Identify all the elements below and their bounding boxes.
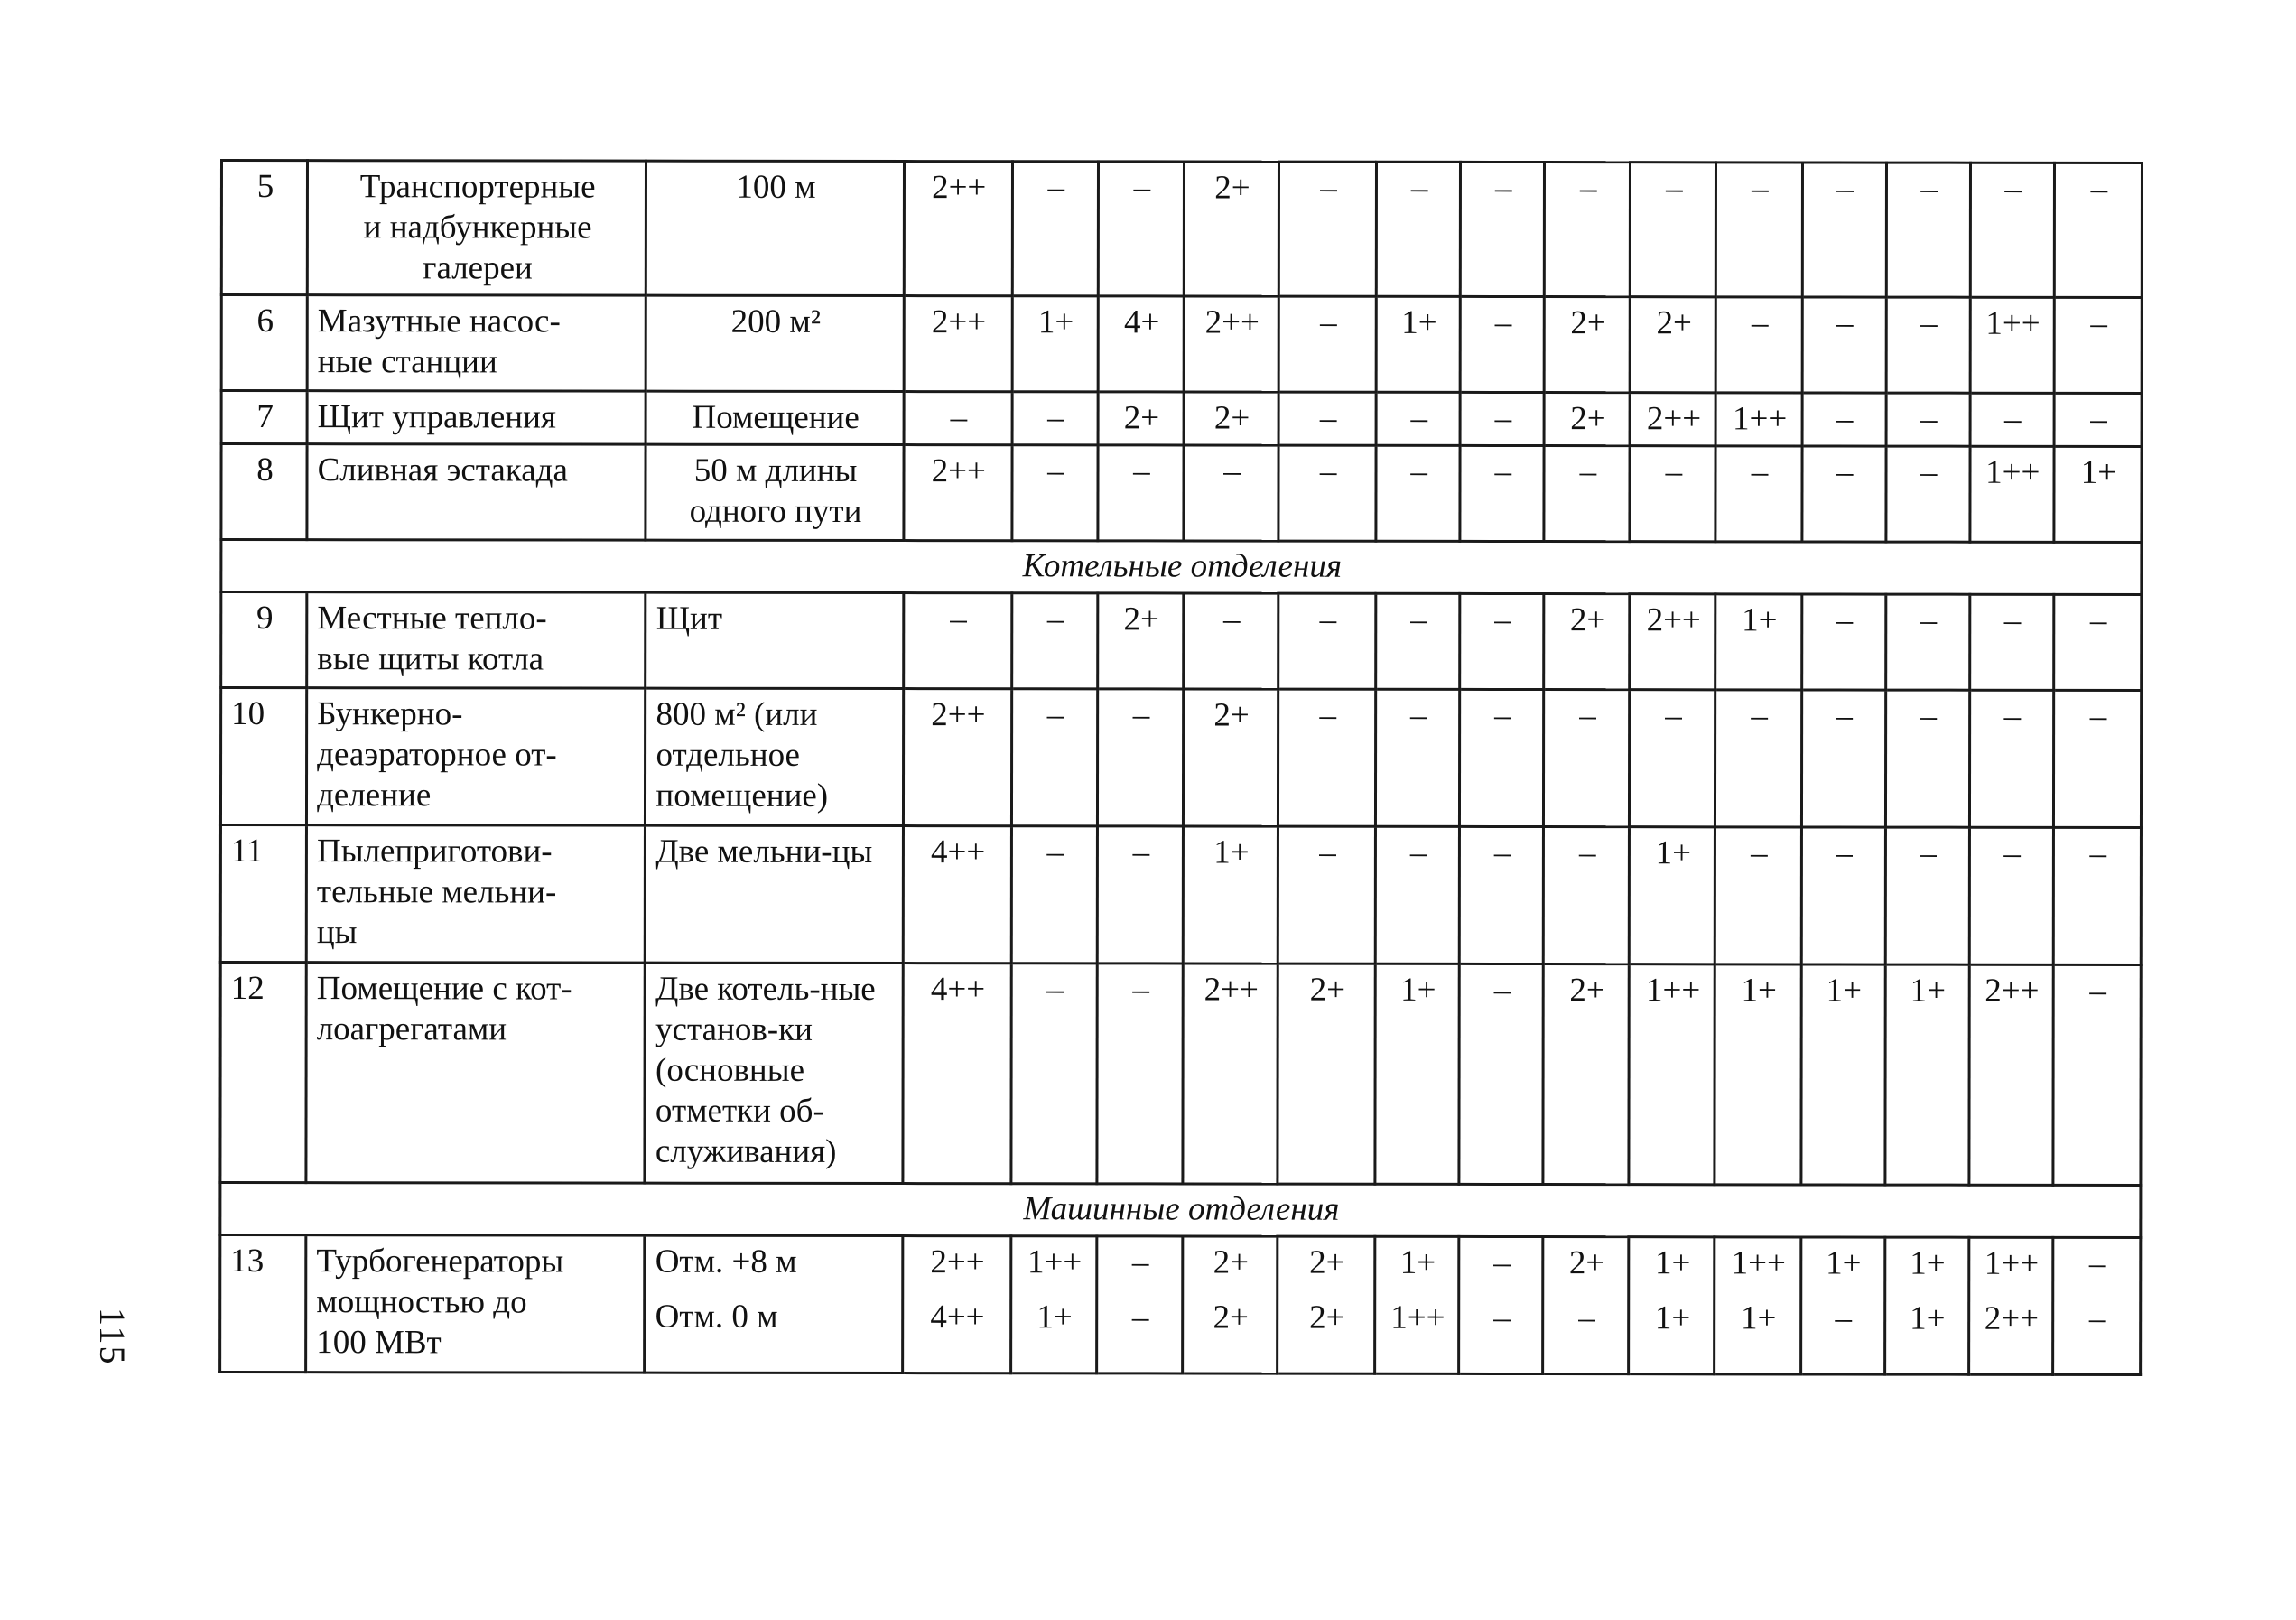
unit-of-measure: Щит — [646, 592, 903, 688]
norm-value-line: 1+ — [1826, 1244, 1862, 1282]
norm-value: – — [1278, 826, 1375, 964]
norm-value: 1+ — [1885, 964, 1969, 1185]
object-name-line: Помещение с кот- — [316, 970, 572, 1008]
norm-value — [1375, 1236, 1459, 1373]
norm-value: 4++ — [903, 964, 1011, 1184]
norm-value-line: 1++ — [1984, 1244, 2040, 1282]
section-title: Машинные отделения — [220, 1183, 2141, 1238]
object-name-line: и надбункерные — [363, 209, 592, 247]
norm-value — [1278, 1236, 1375, 1373]
object-name-line: деаэраторное от- — [317, 736, 557, 774]
norm-value-line: 4++ — [930, 1299, 985, 1336]
norm-value: – — [1801, 827, 1885, 964]
norms-table-body — [220, 161, 2143, 1375]
norm-value: – — [2053, 827, 2141, 964]
table-row — [221, 161, 2142, 298]
object-name — [306, 963, 646, 1184]
norm-value: – — [903, 593, 1011, 689]
norm-value: – — [1012, 392, 1098, 445]
norm-value — [1715, 1237, 1800, 1374]
norm-value: 1++ — [1716, 393, 1802, 446]
norm-value-line: 1++ — [1390, 1299, 1445, 1336]
norm-value: – — [1545, 163, 1631, 297]
norm-value — [1010, 1236, 1096, 1373]
norm-value: – — [1375, 826, 1459, 964]
norm-value: – — [1011, 593, 1097, 689]
norm-value-line: 1+ — [1399, 1243, 1436, 1281]
norm-value — [1884, 1237, 1968, 1374]
norm-value: – — [1376, 445, 1460, 541]
norm-value: – — [1885, 690, 1969, 827]
row-number: 13 — [220, 1235, 306, 1373]
norm-value: – — [1544, 827, 1630, 964]
norm-value: – — [1278, 445, 1376, 541]
norm-value: – — [1012, 162, 1098, 296]
norms-table-wrapper — [218, 159, 2143, 1376]
norm-value: – — [1098, 445, 1184, 541]
norm-value: – — [1885, 594, 1969, 690]
section-header-row — [220, 1183, 2141, 1238]
norm-value: 1+ — [2054, 446, 2142, 542]
norm-value — [1543, 1237, 1629, 1374]
norm-value: – — [1715, 690, 1801, 827]
norm-value-line: – — [2088, 1299, 2106, 1337]
section-title: Котельные отделения — [221, 540, 2142, 595]
norm-value: – — [1278, 296, 1376, 392]
norm-value: – — [1376, 689, 1460, 826]
norm-value: – — [1097, 826, 1183, 964]
norm-value: 2+ — [1278, 964, 1375, 1184]
norm-value-line: 1+ — [1654, 1244, 1691, 1282]
norm-value: 1+ — [1183, 826, 1278, 964]
object-name-line: Сливная эстакада — [317, 452, 568, 489]
unit-line: Отм. 0 м — [655, 1298, 778, 1336]
norm-value: 2++ — [904, 162, 1012, 296]
unit-of-measure: Помещение — [646, 391, 903, 444]
object-name — [307, 391, 646, 445]
table-row — [220, 688, 2141, 828]
norm-value: – — [1715, 446, 1801, 542]
norm-value-line: – — [1835, 1299, 1853, 1337]
norm-value: – — [2054, 297, 2142, 393]
norm-value-line: – — [2088, 1244, 2106, 1282]
object-name-line: ные станции — [317, 343, 497, 381]
table-row — [221, 592, 2142, 691]
norm-value-line: 2++ — [930, 1243, 985, 1281]
object-name-line: цы — [316, 914, 358, 952]
object-name-line: Местные тепло- — [317, 600, 547, 638]
norm-value-line: 1+ — [1654, 1299, 1691, 1337]
norm-value-line: 1++ — [1027, 1243, 1083, 1281]
norm-value: – — [1376, 162, 1460, 296]
norm-value: – — [2053, 964, 2142, 1185]
norm-value: 1+ — [1630, 827, 1715, 964]
norm-value: – — [2054, 393, 2142, 446]
norm-value: – — [1184, 593, 1278, 689]
object-name-line: Бункерно- — [317, 695, 463, 733]
norm-value: – — [1886, 393, 1970, 446]
norm-value-line: 2+ — [1309, 1299, 1345, 1336]
unit-of-measure: Две мельни-цы — [646, 825, 903, 963]
object-name-line: вые щиты котла — [317, 640, 544, 678]
norm-value: 2+ — [1631, 297, 1716, 393]
norm-value: 2+ — [1544, 594, 1630, 690]
object-name — [307, 295, 646, 392]
norm-value: – — [1802, 163, 1886, 297]
object-name — [306, 825, 646, 964]
norm-value: 1+ — [1715, 594, 1801, 690]
norm-value: – — [1098, 162, 1184, 296]
table-row — [220, 963, 2141, 1186]
norm-value: – — [1630, 446, 1715, 542]
norm-value: – — [1011, 689, 1097, 826]
norm-value-line: 1+ — [1910, 1244, 1946, 1282]
table-row — [221, 391, 2142, 447]
object-name-line: Турбогенераторы — [316, 1243, 564, 1280]
norm-value: – — [1460, 296, 1544, 392]
norm-value: – — [1011, 826, 1097, 964]
norm-value: 2++ — [1183, 964, 1278, 1184]
norm-value: 2+ — [1098, 392, 1184, 445]
norm-value: – — [1544, 446, 1630, 542]
norm-value: – — [1097, 689, 1183, 826]
norm-value: – — [1886, 163, 1970, 297]
norm-value: – — [2053, 690, 2141, 827]
norm-value: 2++ — [1184, 296, 1278, 392]
object-name — [307, 161, 646, 296]
norm-value — [1800, 1237, 1884, 1374]
norm-value: – — [2053, 594, 2141, 690]
row-number: 9 — [221, 592, 307, 688]
norm-value-line: – — [1131, 1299, 1149, 1336]
norm-value: 1+ — [1375, 964, 1459, 1184]
row-number: 7 — [221, 391, 307, 444]
norm-value: – — [1802, 393, 1886, 446]
object-name-line: тельные мельни- — [316, 873, 557, 911]
object-name-line: мощностью до — [316, 1283, 527, 1321]
norm-value: – — [1801, 690, 1885, 827]
norm-value-line: 1+ — [1910, 1299, 1946, 1337]
norm-value: 2++ — [903, 689, 1011, 826]
norm-value: – — [1460, 392, 1544, 445]
norm-value: – — [1970, 393, 2054, 446]
table-row — [221, 444, 2142, 543]
norm-value-line: 1+ — [1036, 1299, 1073, 1336]
object-name-line: Мазутные насос- — [317, 303, 561, 340]
object-name-line: Пылеприготови- — [316, 833, 553, 871]
norm-value — [1096, 1236, 1182, 1373]
row-number: 12 — [220, 963, 306, 1183]
norm-value: – — [1278, 689, 1376, 826]
object-name — [306, 1235, 646, 1373]
unit-of-measure: 200 м² — [646, 295, 904, 391]
norm-value: – — [1460, 593, 1544, 689]
unit-of-measure: Две котель-ные установ-ки (основные отметки об-служивания) — [645, 963, 903, 1183]
norm-value: – — [1802, 297, 1886, 393]
norm-value-line: 2++ — [1984, 1299, 2040, 1337]
norm-value: 2+ — [1543, 964, 1629, 1185]
norm-value: – — [1278, 392, 1376, 445]
norm-value: – — [1460, 689, 1544, 826]
object-name-line: лоагрегатами — [316, 1010, 507, 1048]
norm-value-line: – — [1493, 1299, 1511, 1336]
norm-value: 2++ — [904, 445, 1012, 541]
norm-value: 1+ — [1800, 964, 1884, 1185]
norm-value: – — [1801, 594, 1885, 690]
norm-value: – — [1459, 826, 1543, 964]
norm-value: – — [1969, 827, 2053, 964]
row-number: 11 — [220, 825, 306, 963]
norm-value: 2+ — [1544, 297, 1630, 393]
norm-value: 4++ — [903, 826, 1011, 964]
norm-value: – — [1278, 162, 1376, 296]
norm-value: – — [1278, 593, 1376, 689]
norm-value: 1++ — [1970, 446, 2054, 542]
norm-value: 2++ — [904, 296, 1012, 392]
norm-value: 1+ — [1715, 964, 1800, 1185]
norm-value-line: 1++ — [1731, 1244, 1786, 1282]
norm-value: 2++ — [1969, 964, 2053, 1185]
section-header-row — [221, 540, 2142, 595]
norm-value-line: 2+ — [1213, 1243, 1250, 1281]
norm-value: 2+ — [1184, 392, 1278, 445]
norm-value-line: 2+ — [1309, 1243, 1345, 1281]
row-number: 8 — [221, 444, 307, 540]
page-number: 115 — [92, 1308, 133, 1366]
norm-value: – — [1630, 690, 1715, 827]
unit-of-measure: 100 м — [646, 161, 904, 295]
unit-line: Отм. +8 м — [655, 1243, 797, 1280]
norm-value: – — [1012, 445, 1098, 541]
norm-value — [1629, 1237, 1715, 1374]
norm-value: – — [1715, 827, 1801, 964]
norm-value: 2+ — [1544, 393, 1630, 446]
row-number: 6 — [221, 295, 307, 391]
object-name-line: 100 МВт — [316, 1324, 442, 1362]
norm-value — [1459, 1236, 1543, 1373]
row-number: 10 — [220, 688, 306, 825]
norm-value: – — [1097, 964, 1183, 1184]
norm-value: – — [1461, 162, 1545, 296]
norm-value: – — [1885, 827, 1969, 964]
norm-value: 2++ — [1630, 393, 1715, 446]
object-name — [307, 688, 646, 826]
norm-value: – — [1716, 163, 1802, 297]
norm-value: 2+ — [1098, 593, 1184, 689]
table-row — [220, 1235, 2141, 1375]
norm-value-line: – — [1578, 1299, 1595, 1337]
norm-value: – — [1376, 392, 1460, 445]
norm-value: 2++ — [1630, 594, 1715, 690]
norm-value — [1968, 1237, 2052, 1374]
norm-value — [2052, 1237, 2140, 1374]
norm-value: 2+ — [1183, 689, 1278, 826]
unit-of-measure — [645, 1235, 902, 1373]
norm-value: – — [1969, 690, 2053, 827]
norm-value — [1183, 1236, 1278, 1373]
norm-value: – — [1544, 690, 1630, 827]
norms-table — [218, 159, 2143, 1376]
norm-value: – — [2054, 163, 2142, 297]
norm-value: – — [1801, 446, 1885, 542]
norm-value — [902, 1236, 1010, 1373]
norm-value: 1+ — [1376, 296, 1460, 392]
norm-value: 4+ — [1098, 296, 1184, 392]
object-name-line: деление — [317, 777, 432, 815]
norm-value: – — [1460, 445, 1544, 541]
norm-value: – — [904, 392, 1012, 445]
norm-value: – — [1184, 445, 1278, 541]
norm-value: – — [1011, 964, 1097, 1184]
norm-value: – — [1886, 446, 1970, 542]
object-name-line: Транспортерные — [359, 168, 596, 206]
table-row — [220, 825, 2141, 965]
norm-value: 1+ — [1012, 296, 1098, 392]
table-row — [221, 295, 2142, 394]
norm-value: – — [1969, 594, 2053, 690]
unit-of-measure: 50 м длины одного пути — [646, 444, 903, 540]
norm-value: 1++ — [1629, 964, 1715, 1185]
norm-value: 2+ — [1184, 162, 1278, 296]
norm-value: – — [1376, 593, 1460, 689]
norm-value: 1++ — [1970, 297, 2054, 393]
object-name-line: галереи — [423, 249, 533, 287]
norm-value-line: 2+ — [1213, 1299, 1249, 1336]
object-name — [307, 444, 646, 541]
norm-value: – — [1886, 297, 1970, 393]
norm-value-line: 2+ — [1568, 1244, 1605, 1282]
norm-value: – — [1459, 964, 1543, 1184]
norm-value: – — [1970, 163, 2054, 297]
unit-of-measure: 800 м² (или отдельное помещение) — [646, 688, 903, 825]
object-name — [307, 592, 646, 689]
norm-value: – — [1631, 163, 1716, 297]
norm-value-line: 1+ — [1740, 1299, 1777, 1337]
norm-value: – — [1716, 297, 1802, 393]
norm-value-line: – — [1493, 1243, 1511, 1281]
row-number: 5 — [221, 161, 307, 295]
object-name-line: Щит управления — [317, 398, 556, 436]
norm-value-line: – — [1131, 1243, 1149, 1281]
